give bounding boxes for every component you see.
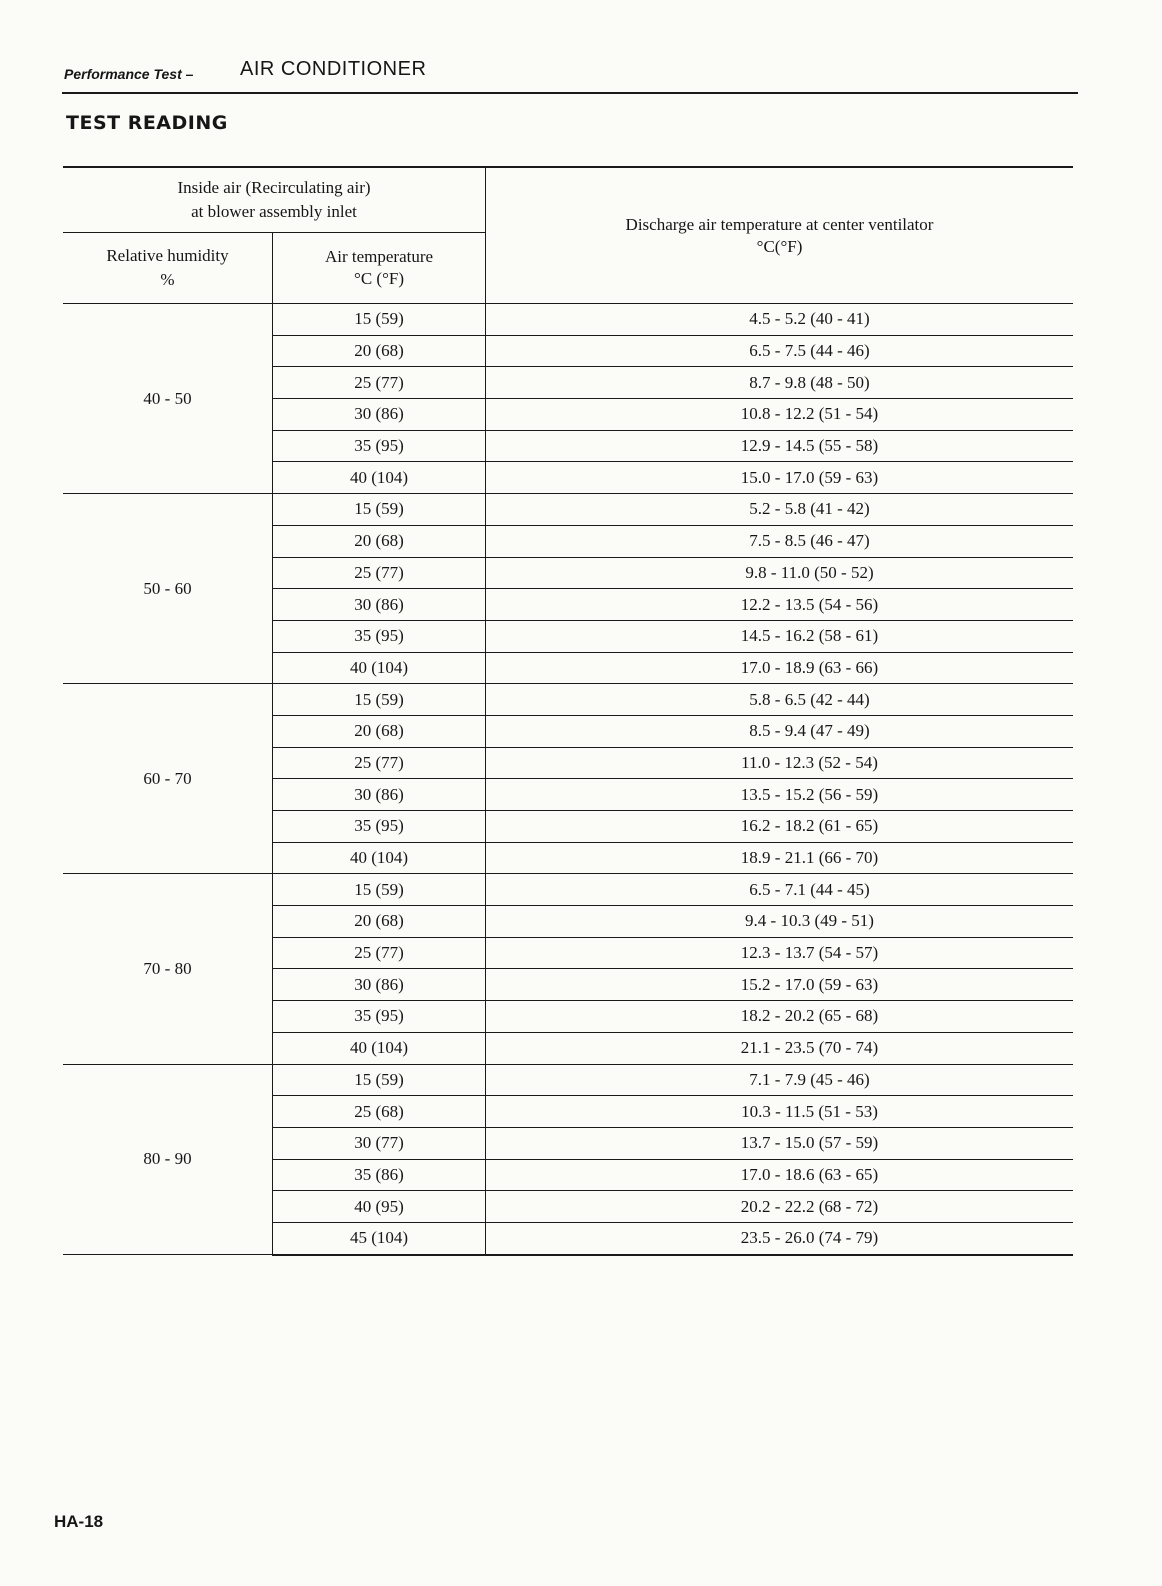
inside-air-header: [63, 167, 486, 233]
discharge-header-label: Discharge air temperature at center ventilator: [625, 214, 934, 234]
discharge-temperature-cell: 12.3 - 13.7 (54 - 57): [486, 937, 1074, 969]
section-title: TEST READING: [66, 112, 228, 134]
air-temperature-cell: 15 (59): [273, 1064, 486, 1096]
discharge-temperature-cell: 6.5 - 7.1 (44 - 45): [486, 874, 1074, 906]
discharge-temperature-cell: 11.0 - 12.3 (52 - 54): [486, 747, 1074, 779]
discharge-temperature-cell: 12.2 - 13.5 (54 - 56): [486, 589, 1074, 621]
air-temperature-cell: 20 (68): [273, 335, 486, 367]
discharge-temperature-cell: 5.8 - 6.5 (42 - 44): [486, 684, 1074, 716]
discharge-temperature-cell: 17.0 - 18.9 (63 - 66): [486, 652, 1074, 684]
discharge-temperature-cell: 15.0 - 17.0 (59 - 63): [486, 462, 1074, 494]
discharge-header: [486, 167, 1074, 304]
air-temperature-cell: 15 (59): [273, 494, 486, 526]
air-temperature-cell: 35 (95): [273, 620, 486, 652]
inside-air-header-line2: at blower assembly inlet: [191, 202, 357, 221]
relative-humidity-label: Relative humidity: [106, 246, 229, 265]
discharge-temperature-cell: 8.7 - 9.8 (48 - 50): [486, 367, 1074, 399]
humidity-cell: 60 - 70: [63, 684, 273, 874]
discharge-temperature-cell: 23.5 - 26.0 (74 - 79): [486, 1222, 1074, 1254]
relative-humidity-header: [63, 233, 273, 304]
air-temperature-label: Air temperature: [324, 247, 434, 266]
header-rule: [62, 92, 1078, 94]
discharge-temperature-cell: 9.4 - 10.3 (49 - 51): [486, 906, 1074, 938]
discharge-temperature-cell: 18.2 - 20.2 (65 - 68): [486, 1001, 1074, 1033]
inside-air-header-line1: Inside air (Recirculating air): [177, 178, 371, 197]
air-temperature-cell: 25 (68): [273, 1096, 486, 1128]
discharge-temperature-cell: 14.5 - 16.2 (58 - 61): [486, 620, 1074, 652]
air-temperature-cell: 30 (77): [273, 1127, 486, 1159]
air-temperature-unit: °C (°F): [354, 269, 404, 288]
table-body: [63, 304, 1073, 1255]
air-temperature-cell: 15 (59): [273, 304, 486, 336]
relative-humidity-unit: %: [160, 270, 175, 289]
air-temperature-cell: 15 (59): [273, 874, 486, 906]
test-reading-table: [63, 166, 1073, 1256]
air-temperature-cell: 25 (77): [273, 747, 486, 779]
air-temperature-cell: 35 (95): [273, 811, 486, 843]
discharge-temperature-cell: 10.3 - 11.5 (51 - 53): [486, 1096, 1074, 1128]
header-subtitle: Performance Test –: [64, 66, 194, 82]
air-temperature-cell: 40 (104): [273, 652, 486, 684]
air-temperature-cell: 25 (77): [273, 937, 486, 969]
air-temperature-cell: 45 (104): [273, 1222, 486, 1254]
header-title: AIR CONDITIONER: [240, 58, 427, 80]
discharge-temperature-cell: 10.8 - 12.2 (51 - 54): [486, 399, 1074, 431]
table-row: [63, 494, 1073, 526]
discharge-temperature-cell: 4.5 - 5.2 (40 - 41): [486, 304, 1074, 336]
table-row: [63, 1064, 1073, 1096]
discharge-temperature-cell: 17.0 - 18.6 (63 - 65): [486, 1159, 1074, 1191]
air-temperature-cell: 30 (86): [273, 399, 486, 431]
air-temperature-header: [273, 233, 486, 304]
air-temperature-cell: 40 (104): [273, 842, 486, 874]
discharge-temperature-cell: 7.5 - 8.5 (46 - 47): [486, 525, 1074, 557]
air-temperature-cell: 20 (68): [273, 525, 486, 557]
air-temperature-cell: 40 (104): [273, 1032, 486, 1064]
discharge-temperature-cell: 20.2 - 22.2 (68 - 72): [486, 1191, 1074, 1223]
table-row: [63, 304, 1073, 336]
air-temperature-cell: 35 (86): [273, 1159, 486, 1191]
table-row: [63, 874, 1073, 906]
discharge-temperature-cell: 13.7 - 15.0 (57 - 59): [486, 1127, 1074, 1159]
table-row: [63, 684, 1073, 716]
air-temperature-cell: 20 (68): [273, 715, 486, 747]
air-temperature-cell: 40 (104): [273, 462, 486, 494]
humidity-cell: 50 - 60: [63, 494, 273, 684]
discharge-header-unit: °C(°F): [756, 236, 803, 256]
air-temperature-cell: 25 (77): [273, 367, 486, 399]
discharge-temperature-cell: 6.5 - 7.5 (44 - 46): [486, 335, 1074, 367]
discharge-temperature-cell: 8.5 - 9.4 (47 - 49): [486, 715, 1074, 747]
discharge-temperature-cell: 21.1 - 23.5 (70 - 74): [486, 1032, 1074, 1064]
discharge-temperature-cell: 12.9 - 14.5 (55 - 58): [486, 430, 1074, 462]
discharge-temperature-cell: 5.2 - 5.8 (41 - 42): [486, 494, 1074, 526]
discharge-temperature-cell: 18.9 - 21.1 (66 - 70): [486, 842, 1074, 874]
discharge-temperature-cell: 13.5 - 15.2 (56 - 59): [486, 779, 1074, 811]
air-temperature-cell: 35 (95): [273, 430, 486, 462]
discharge-temperature-cell: 16.2 - 18.2 (61 - 65): [486, 811, 1074, 843]
humidity-cell: 80 - 90: [63, 1064, 273, 1255]
air-temperature-cell: 15 (59): [273, 684, 486, 716]
discharge-temperature-cell: 7.1 - 7.9 (45 - 46): [486, 1064, 1074, 1096]
page-header: [62, 56, 1078, 96]
air-temperature-cell: 20 (68): [273, 906, 486, 938]
air-temperature-cell: 30 (86): [273, 779, 486, 811]
page-number: HA-18: [54, 1512, 104, 1531]
humidity-cell: 40 - 50: [63, 304, 273, 494]
air-temperature-cell: 25 (77): [273, 557, 486, 589]
air-temperature-cell: 35 (95): [273, 1001, 486, 1033]
air-temperature-cell: 40 (95): [273, 1191, 486, 1223]
discharge-temperature-cell: 9.8 - 11.0 (50 - 52): [486, 557, 1074, 589]
discharge-temperature-cell: 15.2 - 17.0 (59 - 63): [486, 969, 1074, 1001]
humidity-cell: 70 - 80: [63, 874, 273, 1064]
air-temperature-cell: 30 (86): [273, 969, 486, 1001]
air-temperature-cell: 30 (86): [273, 589, 486, 621]
